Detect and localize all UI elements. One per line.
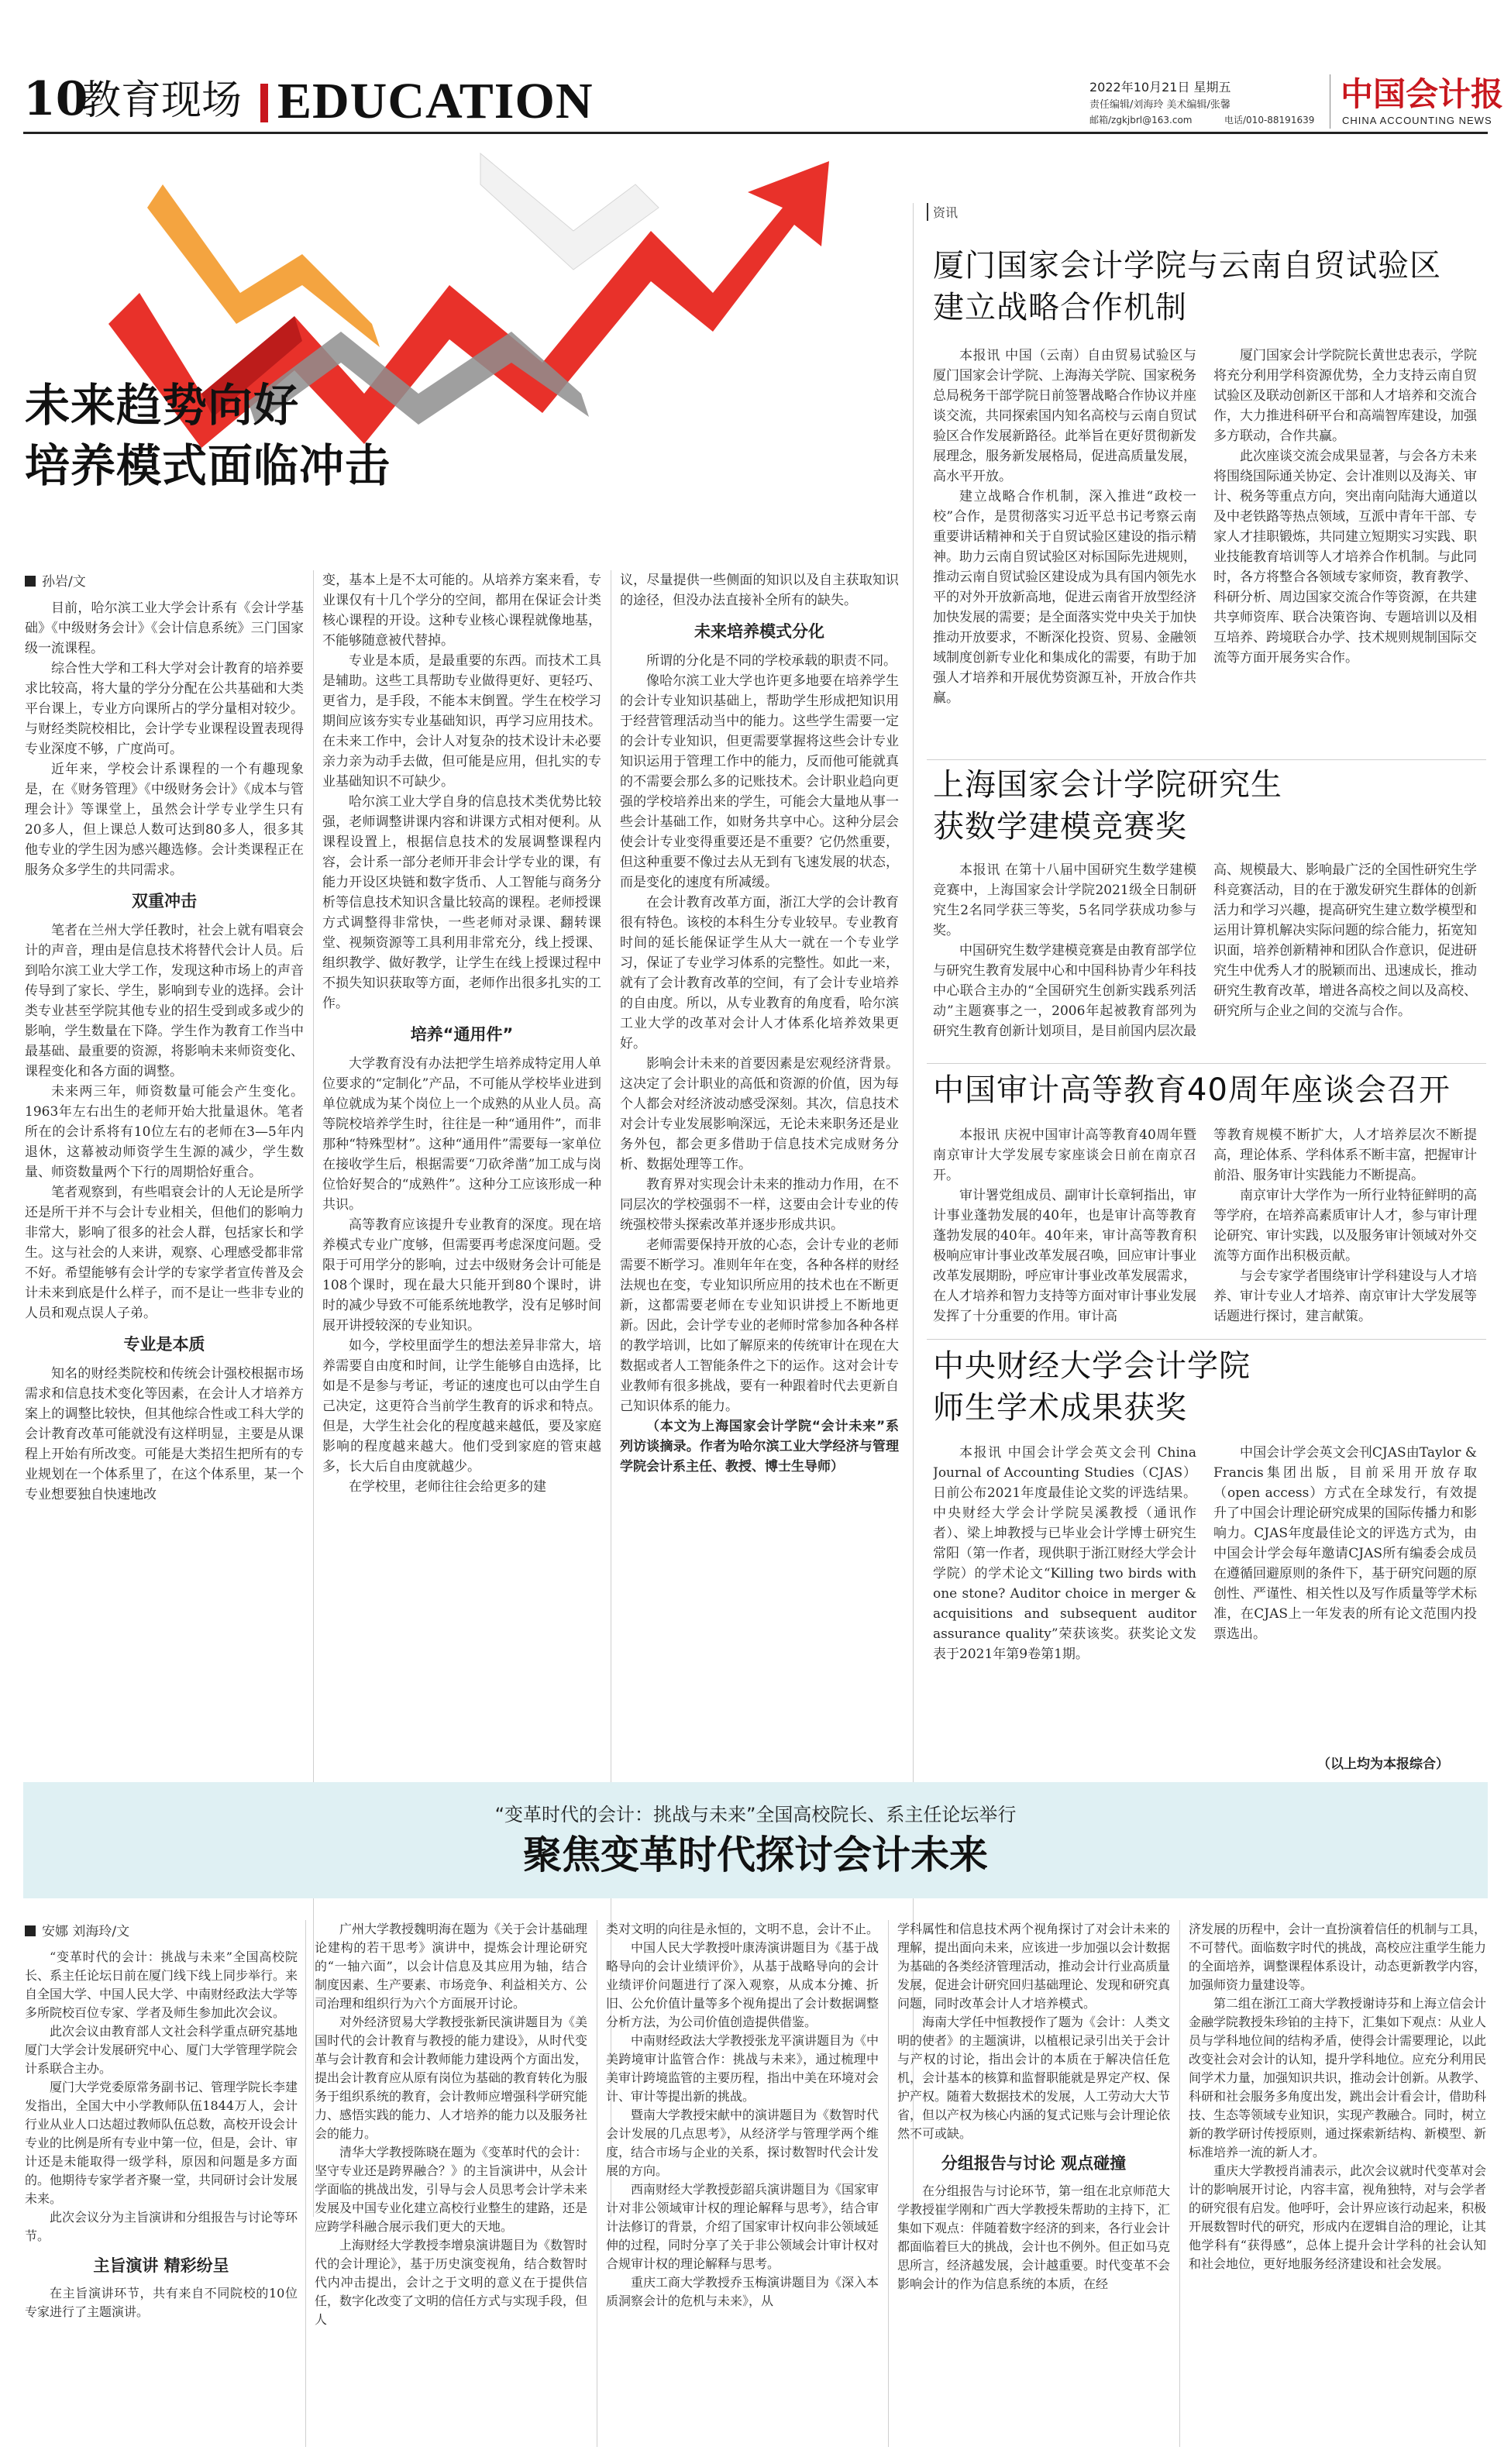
paragraph: 在分组报告与讨论环节，第一组在北京师范大学教授崔学刚和广西大学教授朱帮助的主持下，汇集如下观点：伴随着数字经济的到来，各行业会计都面临着巨大的挑战，会计也不例外。但正如马克思所言，经济越发展，会计越重要。时代变革不会影响会计的作为信息系统的本质，在经 [897,2184,1170,2291]
news4-title-line2: 师生学术成果获奖 [933,1390,1187,1426]
paragraph: 近年来，学校会计系课程的一个有趣现象是，在《财务管理》《中级财务会计》《成本与管理会计》等课堂上，虽然会计学专业学生只有20多人，但上课总人数可达到80多人，很多其他专业的学生因为感兴趣选修。会计类课程正在服务众多学生的共同需求。 [25,762,304,878]
article2-byline: 安娜 刘海玲/文 [25,1920,129,1939]
paragraph: 此次会议由教育部人文社会科学重点研究基地厦门大学会计发展研究中心、厦门大学管理学院会计系联合主办。 [25,2024,298,2076]
subheading: 主旨演讲 精彩纷呈 [93,2256,229,2275]
paragraph: 笔者观察到，有些唱衰会计的人无论是所学还是所干并不与会计专业相关，但他们的影响力非常大，影响了很多的社会人群，包括家长和学生。这与社会的人来讲，观察、心理感受都非常不好。希望能够有会计学的专家学者宣传普及会计未来到底是什么样子，而不是让一些非专业的人员和观点误人子弟。 [25,1185,304,1321]
paragraph: 所谓的分化是不同的学校承载的职责不同。 [646,653,897,669]
author-note: （本文为上海国家会计学院“会计未来”系列访谈摘录。作者为哈尔滨工业大学经济与管理学院会计系主任、教授、博士生导师） [620,1419,899,1475]
paragraph: 大学教育没有办法把学生培养成特定用人单位要求的“定制化”产品，不可能从学校毕业进到单位就成为某个岗位上一个成熟的从业人员。高等院校培养学生时，往往是一种“通用件”，而非那种“特殊型材”。这种“通用件”需要每一家单位在接收学生后，根据需要“刀砍斧凿”加工成与岗位恰好契合的“成熟件”。这种分工应该形成一种共识。 [322,1056,601,1213]
subheading: 专业是本质 [123,1335,205,1354]
news1-title-line1: 厦门国家会计学院与云南自贸试验区 [933,248,1441,284]
paragraph: 变，基本上是不太可能的。从培养方案来看，专业课仅有十几个学分的空间，都用在保证会计类核心课程的开设。这种专业核心课程就像地基，不能够随意被代替掉。 [322,573,601,649]
news-divider [927,759,1486,760]
news2-title-line2: 获数学建模竞赛奖 [933,809,1187,845]
section-rule [913,203,914,2218]
paragraph: 审计署党组成员、副审计长章轲指出，审计事业蓬勃发展的40年，也是审计高等教育蓬勃发展的40年。40年来，审计高等教育积极响应审计事业改革发展召唤，回应审计事业改革发展期盼，呼应审计事业改革发展需求，在人才培养和智力支持等方面对审计事业发展发挥了十分重要的作用。审计高 [933,1188,1196,1324]
subheading: 培养“通用件” [410,1025,514,1044]
paragraph: 此次座谈交流会成果显著，与会各方未来将围绕国际通关协定、会计准则以及海关、审计、税务等重点方向，突出南向陆海大通道以及中老铁路等热点领域，互派中青年干部、专家人才挂职锻炼，共同建立短期实习实践、职业技能教育培训等人才培养合作机制。与此同时，各方将整合各领域专家师资，教育教学、科研分析、周边国家交流合作等资源，在共建共享师资库、联合决策咨询、专题培训以及相互培养、跨境联合办学、技术规则规制国际交流等方面开展务实合作。 [1213,449,1477,666]
paragraph: 知名的财经类院校和传统会计强校根据市场需求和信息技术变化等因素，在会计人才培养方案上的调整比较快，但其他综合性或工科大学的会计教育改革可能就没有这样明显，主要是从课程上开始有所改变。可能是大类招生把所有的专业规划在一个体系里了，在这个体系里，某一个专业想要独自快速地改 [25,1366,304,1502]
column-rule [313,570,314,2217]
article2-column-4 [897,1920,1170,2444]
paragraph: 未来两三年，师资数量可能会产生变化。1963年左右出生的老师开始大批量退休。笔者所在的会计系将有10位左右的老师在3—5年内退休，这幕被动师资学生生源的减少，学生数量、师资数量两个下行的周期恰好重合。 [25,1084,304,1180]
issue-phone: 电话/010-88191639 [1224,115,1315,126]
paragraph: “变革时代的会计：挑战与未来”全国高校院长、系主任论坛日前在厦门线下线上同步举行。来自全国大学、中国人民大学、中南财经政法大学等多所院校百位专家、学者及师生参加此次会议。 [25,1950,298,2020]
news3-column-a [933,1125,1196,1336]
paragraph: 学科属性和信息技术两个视角探讨了对会计未来的理解，提出面向未来，应该进一步加强以会计数据为基础的各类经济管理活动，推动会计行业高质量发展，促进会计研究回归基础理论、发现和研究真问题，同时改革会计人才培养模式。 [897,1922,1170,2011]
news-credit: （以上均为本报综合） [1317,1757,1449,1772]
header-rule [23,132,1488,134]
subheading: 分组报告与讨论 观点碰撞 [941,2154,1127,2173]
paragraph: 济发展的历程中，会计一直扮演着信任的机制与工具，不可替代。面临数字时代的挑战，高校应注重学生能力的全面培养，调整课程体系设计，动态更新教学内容，加强师资力量建设等。 [1189,1922,1486,1992]
forum-banner [23,1782,1488,1898]
column-rule [1179,1920,1180,2447]
issue-editors: 责任编辑/刘海玲 美术编辑/张馨 [1089,99,1230,111]
paragraph: 上海财经大学教授李增泉演讲题目为《数智时代的会计理论》，基于历史演变视角，结合数智时代内冲击提出，会计之于文明的意义在于提供信任，数字化改变了文明的信任方式与实现手段，但人 [315,2238,587,2327]
paragraph: 重庆工商大学教授乔玉梅演讲题目为《深入本质洞察会计的危机与未来》，从 [606,2275,879,2308]
paragraph: 暨南大学教授宋献中的演讲题目为《数智时代会计发展的几点思考》，从经济学与管理学两个维度，结合市场与企业的关系，探讨数智时代会计发展的方向。 [606,2108,879,2178]
paragraph: 教育界对实现会计未来的推动力作用，在不同层次的学校强弱不一样，这要由会计专业的传统强校带头探索改革并逐步形成共识。 [620,1177,899,1233]
news4-column-b [1213,1443,1477,1753]
page-header [0,0,1511,132]
paragraph: 影响会计未来的首要因素是宏观经济背景。这决定了会计职业的高低和资源的价值，因为每个人都会对经济波动感受深刻。其次，信息技术对会计专业发展影响深远，无论未来职务还是业务外包，都会更多借助于信息技术完成财务分析、数据处理等工作。 [620,1056,899,1172]
paragraph: 笔者在兰州大学任教时，社会上就有唱衰会计的声音，理由是信息技术将替代会计人员。后到哈尔滨工业大学工作，发现这种市场上的声音传导到了家长、学生，影响到专业的选择。会计类专业甚至学院其他专业的招生受到或多或少的影响，学生数量在下降。学生作为教育工作当中最基础、最重要的资源，将影响未来师资变化、课程变化和各方面的调整。 [25,923,304,1079]
brand-logo-en: CHINA ACCOUNTING NEWS [1342,115,1492,126]
paragraph: 在主旨演讲环节，共有来自不同院校的10位专家进行了主题演讲。 [25,2286,298,2319]
paragraph: 本报讯 中国会计学会英文会刊 China Journal of Accounting Studies（CJAS）日前公布2021年度最佳论文奖的评选结果。中央财经大学会计学院吴溪教授（通讯作者）、梁上坤教授与已毕业会计学博士研究生常阳（第一作者，现供职于浙江财经大学会计学院）的学术论文“Killing two birds with one stone? Auditor choice in merger & acquisitions and subsequent auditor assurance quality”荣获该奖。获奖论文发表于2021年第9卷第1期。 [933,1445,1196,1662]
paragraph: 高等教育应该提升专业教育的深度。现在培养模式专业广度够，但需要再考虑深度问题。受限于可用学分的影响，过去中级财务会计可能是108个课时，现在最大只能开到80个课时，讲时的减少导致不可能系统地教学，没有足够时间展开讲授较深的专业知识。 [322,1217,601,1334]
subheading: 未来培养模式分化 [694,622,824,641]
news-tag: 资讯 [927,203,958,221]
news4-title-line1: 中央财经大学会计学院 [933,1348,1251,1384]
paragraph: 中国研究生数学建模竞赛是由教育部学位与研究生教育发展中心和中国科协青少年科技中心联合主办的“全国研究生创新实践系列活动”主题赛事之一，2006年起被教育部列为研究生教育创新计划项目，是目前国内层次最 [933,943,1196,1039]
paragraph: 中国人民大学教授叶康涛演讲题目为《基于战略导向的会计业绩评价》，从基于战略导向的会计业绩评价问题进行了深入观察，从成本分摊、折旧、公允价值计量等多个视角提出了会计数据调整分析方法，为公司价值创造提供借鉴。 [606,1940,879,2029]
paragraph: 本报讯 庆祝中国审计高等教育40周年暨南京审计大学发展专家座谈会日前在南京召开。 [933,1127,1196,1183]
paragraph: 议，尽量提供一些侧面的知识以及自主获取知识的途径，但没办法直接补全所有的缺失。 [620,573,899,608]
paragraph: 重庆大学教授肖浦表示，此次会议就时代变革对会计的影响展开讨论，内容丰富，视角独特，对与会学者的研究很有启发。他呼吁，会计界应该行动起来，积极开展数智时代的研究，形成内在逻辑自洽的理论，让其他学科有“获得感”，总体上提升会计学科的社会认知和社会地位，更好地服务经济建设和社会发展。 [1189,2163,1486,2271]
news2-column-a [933,860,1196,1060]
news2-column-b [1213,860,1477,1060]
paragraph: 中国会计学会英文会刊CJAS由Taylor & Francis集团出版，目前采用开放存取（open access）方式在全球发行，有效提升了中国会计理论研究成果的国际传播力和影响力。CJAS年度最佳论文的评选方式为，由中国会计学会每年邀请CJAS所有编委会成员在遵循回避原则的条件下，基于研究问题的原创性、严谨性、相关性以及写作质量等学术标准，在CJAS上一年发表的所有论文范围内投票选出。 [1213,1445,1477,1642]
issue-date: 2022年10月21日 星期五 [1089,80,1231,95]
paragraph: 在会计教育改革方面，浙江大学的会计教育很有特色。该校的本科生分专业较早。专业教育时间的延长能保证学生从大一就在一个专业学习，保证了专业学习体系的完整性。如此一来，就有了会计教育改革的空间，有了会计专业培养的自由度。所以，从专业教育的角度看，哈尔滨工业大学的改革对会计人才体系化培养效果更好。 [620,895,899,1051]
column-rule [888,1920,889,2447]
orange-arrow [147,184,380,347]
page-number: 10 [23,72,88,126]
paragraph: 目前，哈尔滨工业大学会计系有《会计学基础》《中级财务会计》《会计信息系统》三门国家级一流课程。 [25,601,304,656]
paragraph: 清华大学教授陈晓在题为《变革时代的会计：坚守专业还是跨界融合？》的主旨演讲中，从会计学面临的挑战出发，引导与会人员思考会计学未来发展及中国专业化建立高校行业整生的建路，还是应跨学科融合展示我们更大的天地。 [315,2145,587,2234]
news3-column-b [1213,1125,1477,1336]
paragraph: 厦门大学党委原常务副书记、管理学院长李建发指出，全国大中小学教师队伍1844万人，会计行业从业人口达超过教师队伍总数，高校开设会计专业的比例是所有专业中第一位，但是，会计、审计还是未能取得一级学科，原因和问题是多方面的。他期待专家学者齐聚一堂，共同研讨会计发展未来。 [25,2080,298,2206]
banner-kicker: “变革时代的会计：挑战与未来”全国高校院长、系主任论坛举行 [494,1804,1017,1826]
article2-column-2 [315,1920,587,2444]
paragraph: 对外经济贸易大学教授张新民演讲题目为《美国时代的会计教育与教授的能力建设》，从时代变革与会计教育和会计教师能力建设两个方面出发，提出会计教育应从原有岗位为基础的教育转化为服务于组织系统的教育，会计教师应增强科学研究能力、感悟实践的能力、人才培养的能力以及服务社会的能力。 [315,2015,587,2141]
paragraph: 专业是本质，是最重要的东西。而技术工具是辅助。这些工具帮助专业做得更好、更轻巧、更省力，是手段，不能本末倒置。学生在校学习期间应该夯实专业基础知识，再学习应用技术。在未来工作中，会计人对复杂的技术设计未必要亲力亲为动手去做，但可能是应用，但扎实的专业基础知识不可缺少。 [322,653,601,790]
column-rule [305,1920,306,2447]
news2-title-line1: 上海国家会计学院研究生 [933,767,1282,803]
article2-column-5 [1189,1920,1486,2444]
paragraph: 海南大学任中恒教授作了题为《会计：人类文明的使者》的主题演讲，以植根记录引出关于会计与产权的讨论，指出会计的本质在于解决信任危机，会计基本的核算和监督职能就是界定产权、保护产权。随着大数据技术的发展，人工劳动大大节省，但以产权为核心内涵的复式记账与会计理论依然不可或缺。 [897,2015,1170,2141]
paragraph: 与会专家学者围绕审计学科建设与人才培养、审计专业人才培养、南京审计大学发展等话题进行探讨，建言献策。 [1213,1268,1477,1324]
section-divider [260,84,268,122]
paragraph: 综合性大学和工科大学对会计教育的培养要求比较高，将大量的学分分配在公共基础和大类平台课上，专业方向课所占的学分量相对较少。与财经类院校相比，会计学专业课程设置表现得专业深度不够，广度尚可。 [25,661,304,757]
paragraph: 如今，学校里面学生的想法差异非常大，培养需要自由度和时间，让学生能够自由选择，比如是不是参与考证，考证的速度也可以由学生自己决定，这更符合当前学生教育的诉求和特点。但是，大学生社会化的程度越来越低，要及家庭影响的程度越来越大。他们受到家庭的管束越多，长大后自由度就越少。 [322,1338,601,1475]
paragraph: 哈尔滨工业大学自身的信息技术类优势比较强，老师调整讲课内容和讲课方式相对便利。从课程设置上，根据信息技术的发展调整课程内容，会计系一部分老师开非会计学专业的课，有能力开设区块链和数字货币、人工智能与商务分析等信息技术知识含量比较高的课程。老师授课方式调整得非常快，一些老师对录课、翻转课堂、视频资源等工具利用非常充分，线上授课、组织教学、做好教学，让学生在线上授课过程中不损失知识获取等方面，老师作出很多扎实的工作。 [322,794,601,1011]
paragraph: 南京审计大学作为一所行业特征鲜明的高等学府，在培养高素质审计人才，参与审计理论研究、审计实践，以及服务审计领域对外交流等方面作出积极贡献。 [1213,1188,1477,1264]
section-title-en: EDUCATION [277,73,594,129]
paragraph: 本报讯 中国（云南）自由贸易试验区与厦门国家会计学院、上海海关学院、国家税务总局税务干部学院日前签署战略合作协议并座谈交流，共同探索国内知名高校与云南自贸试验区合作发展新路径。此举旨在更好贯彻新发展理念，服务新发展格局，促进高质量发展，高水平开放。 [933,348,1196,484]
news3-title: 中国审计高等教育40周年座谈会召开 [933,1072,1451,1108]
paragraph: 像哈尔滨工业大学也许更多地要在培养学生的会计专业知识基础上，帮助学生形成把知识用于经营管理活动当中的能力。这些学生需要一定的会计专业知识，但更需要掌握将这些会计专业知识运用于管理工作中的能力，反而他可能就真的不需要会那么多的记账技术。会计职业趋向更强的学校培养出来的学生，可能会大量地从事一些会计基础工作，如财务共享中心。这种分层会使会计专业变得重要还是不重要？它仍然重要，但这种重要不像过去从无到有飞速发展的状态，而是变化的速度有所减缓。 [620,673,899,890]
paragraph: 类对文明的向往是永恒的，文明不息，会计不止。 [606,1922,879,1936]
news1-column-b [1213,346,1477,756]
brand-logo-cn: 中国会计报 [1341,75,1504,113]
article2-column-1 [25,1948,298,2444]
paragraph: 西南财经大学教授彭韶兵演讲题目为《国家审计对非公领域审计权的理论解释与思考》，结合审计法修订的背景，介绍了国家审计权向非公领域延伸的过程，同时分享了关于非公领域会计审计权对合规审计权的理论解释与思考。 [606,2182,879,2271]
paragraph: 第二组在浙江工商大学教授谢诗芬和上海立信会计金融学院教授朱珍铂的主持下，汇集如下观点：从业人员与学科地位间的结构矛盾，使得会计需要理论，以此改变社会对会计的认知，提升学科地位。应充分利用民间学术力量，加强知识共识，推动会计创新。从教学、科研和社会服务多角度出发，跳出会计看会计，借助科技、生态等领域专业知识，实现产教融合。同时，树立新的教学研讨传授原则，通过探索新结构、新模型、新标准培养一流的新人才。 [1189,1996,1486,2159]
paragraph: 本报讯 在第十八届中国研究生数学建模竞赛中，上海国家会计学院2021级全日制研究生2名同学获三等奖，5名同学获成功参与奖。 [933,862,1196,938]
article1-title-line2: 培养模式面临冲击 [25,439,391,492]
news4-column-a [933,1443,1196,1768]
article1-title-line1: 未来趋势向好 [25,379,300,432]
paragraph: 厦门国家会计学院院长黄世忠表示，学院将充分利用学科资源优势，全力支持云南自贸试验区及联动创新区干部和人才培养和交流合作，大力推进科研平台和高端智库建设，加强多方联动，合作共赢。 [1213,348,1477,444]
paragraph: 此次会议分为主旨演讲和分组报告与讨论等环节。 [25,2210,298,2243]
subheading: 双重冲击 [132,892,197,910]
paragraph: 广州大学教授魏明海在题为《关于会计基础理论建构的若干思考》演讲中，提炼会计理论研究的“一轴六面”，以会计信息及其应用为轴，结合制度因素、生产要素、市场竞争、利益相关方、公司治理和组织行为六个方面展开讨论。 [315,1922,587,2011]
issue-email: 邮箱/zgkjbrl@163.com [1089,115,1193,126]
paragraph: 在学校里，老师往往会给更多的建 [349,1479,546,1495]
news-divider [927,1063,1486,1064]
news-divider [927,1339,1486,1340]
paragraph: 高、规模最大、影响最广泛的全国性研究生学科竞赛活动，目的在于激发研究生群体的创新活力和学习兴趣，提高研究生建立数学模型和运用计算机解决实际问题的综合能力，拓宽知识面，培养创新精神和团队合作意识，促进研究生中优秀人才的脱颖而出、迅速成长，推动研究生教育改革，增进各高校之间以及高校、研究所与企业之间的交流与合作。 [1213,862,1477,1019]
white-arrow [480,153,659,270]
section-title-cn: 教育现场 [81,77,243,124]
paragraph: 老师需要保持开放的心态，会计专业的老师需要不断学习。准则年年在变，各种各样的财经法规也在变，专业知识所应用的技术也在不断更新，这都需要老师在专业知识讲授上不断地更新。因此，会计学专业的老师时常参加各种各样的教学培训，比如了解原来的传统审计在现在大数据或者人工智能条件之下的运作。这对会计专业教师有很多挑战，要有一种跟着时代去更新自己知识体系的能力。 [620,1237,899,1414]
article1-byline: 孙岩/文 [25,570,86,590]
banner-headline: 聚焦变革时代探讨会计未来 [523,1832,988,1877]
article2-column-3 [606,1920,879,2444]
news1-column-a [933,346,1196,756]
paragraph: 建立战略合作机制，深入推进“政校一校”合作，是贯彻落实习近平总书记考察云南重要讲话精神和关于自贸试验区建设的指示精神。助力云南自贸试验区对标国际先进规则，推动云南自贸试验区建设成为具有国内领先水平的对外开放新高地，促进云南省开放型经济加快发展的需要；是全面落实党中央关于加快推动开放要求，不断深化投资、贸易、金融领域制度创新专业化和集成化的需要，有助于加强人才培养和开展优势资源互补，开放合作共赢。 [933,489,1196,706]
paragraph: 等教育规模不断扩大，人才培养层次不断提高，理论体系、学科体系不断丰富，把握审计前沿、服务审计实践能力不断提高。 [1213,1127,1477,1183]
news1-title-line2: 建立战略合作机制 [933,290,1187,325]
paragraph: 中南财经政法大学教授张龙平演讲题目为《中美跨境审计监管合作：挑战与未来》，通过梳理中美审计跨境监管的主要历程，指出中美在环境对会计、审计等提出新的挑战。 [606,2033,879,2104]
